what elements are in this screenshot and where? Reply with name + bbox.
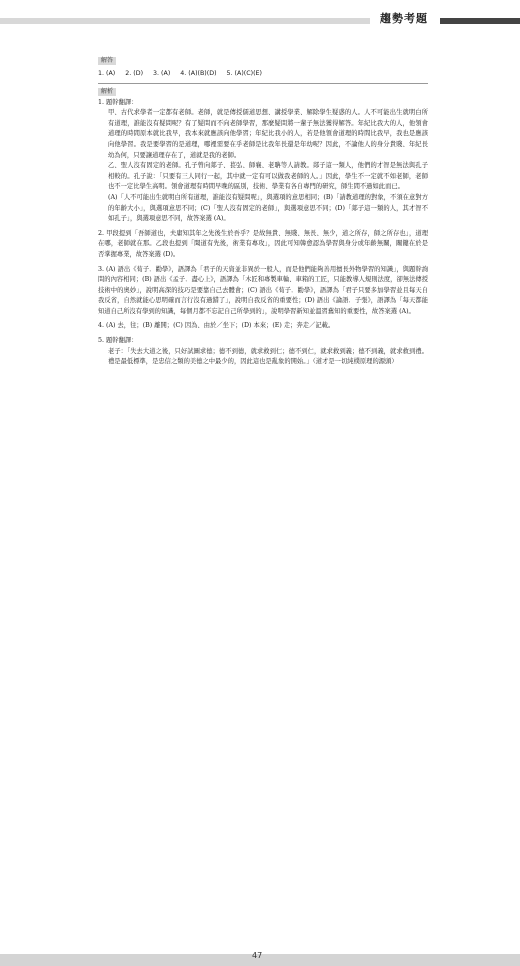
question-3-analysis	[98, 265, 428, 318]
q4-paragraph: 4. (A) 去，往；(B) 離開；(C) 因為、由於／坐下；(D) 本來；(E) 走；奔走／記載。	[98, 322, 335, 330]
answer-item: 5. (A)(C)(E)	[226, 70, 262, 77]
header-bar	[0, 0, 520, 30]
answer-item: 4. (A)(B)(D)	[180, 70, 217, 77]
footer-bar	[0, 472, 520, 960]
answer-tag: 解答	[98, 57, 116, 65]
answer-item: 2. (D)	[125, 70, 144, 77]
answer-item: 3. (A)	[153, 70, 171, 77]
page-content	[98, 56, 428, 372]
q1-paragraph-3: (A)「人不可能出生就明白所有道理，誰能沒有疑問呢」，與選項的意思相同；(B)「請教道理的對象，不須在意對方的年齡大小」，與選項意思不同；(C)「聖人沒有固定的老師」，與選項意思不同；(D)「郯子這一類的人，其才智不如孔子」，與選項意思不同，故答案選 (A)。	[108, 193, 428, 223]
header-gray-stripe	[0, 18, 370, 24]
q1-paragraph-1: 甲、古代求學者一定都有老師。老師，就是傳授儒道思想、講授學業、解除學生疑惑的人。人不可能出生就明白所有道理，誰能沒有疑問呢？有了疑問而不向老師學習，那麼疑問將一輩子無法獲得解答。年紀比我大的人，他領會道理的時間原本就比我早，我本來就應該向他學習；年紀比我小的人，若是他領會道理的時間比我早，我也是應該向他學習。我是要學習的是道理，哪裡需要在乎老師是比我年長還是年幼呢？因此，不論他人的身分貴賤、年紀長幼為何，只要讓道理存在了，道就是我的老師。	[108, 109, 428, 159]
q3-paragraph: 3. (A) 語出《荀子．勸學》，語譯為「君子的天資並非異於一般人，而是他們能夠善用擅長外物學習的知識」，與題幹詢問的內容相同；(B) 語出《孟子．盡心上》，語譯為「木匠和專製車輪、車箱的工匠，只能教導人規則法度，卻無法傳授技術中的奧妙」，說明高深的技巧是要靠自己去體會；(C) 語出《荀子．勸學》，語譯為「君子只要多加學習並且每天自我反省，自然就能心思明確而言行沒有過錯了」，說明自我反省的重要性；(D) 語出《論語．子張》，語譯為「每天都能知道自己所沒有學到的知識，每個月都不忘記自己所學到的」，說明學習新知並溫習舊知的重要性，故答案選 (A)。	[98, 265, 428, 315]
question-5-analysis	[98, 336, 428, 368]
question-2-analysis	[98, 229, 428, 261]
q5-paragraph: 老子：「失去大道之後，只好試圖求德；德不到德，就求救到仁；德不到仁，就求救到義；德不到義，就求救到禮。禮是最低標準，是忠信之類的美德之中最少的，因此這也是亂象的開始。」（道才是一切純樸原理的源頭）	[108, 347, 428, 366]
answer-item: 1. (A)	[98, 70, 116, 77]
q5-label: 5. 題幹翻譯：	[98, 337, 138, 345]
q2-paragraph: 2. 甲段提到「吾師道也，夫庸知其年之先後生於吾乎？是故無貴、無賤、無長、無少，道之所存，師之所存也」，道理在哪，老師就在那。乙段也提到「聞道有先後，術業有專攻」，因此可知韓愈認為學習與身分或年齡無關，關鍵在於是否掌握專業，故答案選 (D)。	[98, 229, 428, 258]
divider	[98, 83, 428, 84]
page-number: 47	[252, 951, 263, 960]
header-dark-stripe	[440, 18, 520, 24]
q1-label: 1. 題幹翻譯：	[98, 98, 138, 106]
q1-paragraph-2: 乙、聖人沒有固定的老師。孔子曾向郯子、萇弘、師襄、老聃等人請教。郯子這一類人，他們的才智是無法與孔子相較的。孔子說：「只要有三人同行一起，其中就一定有可以做我老師的人。」因此，學生不一定就不如老師，老師也不一定比學生高明。領會道理有時間早晚的區別，技術、學業有各自專門的研究，師生間不過如此而已。	[108, 162, 428, 191]
page-header-title: 趨勢考題	[380, 12, 428, 25]
question-4-analysis	[98, 321, 428, 332]
answer-list	[98, 69, 428, 80]
question-1-analysis	[98, 98, 428, 225]
analysis-tag: 解析	[98, 88, 116, 96]
